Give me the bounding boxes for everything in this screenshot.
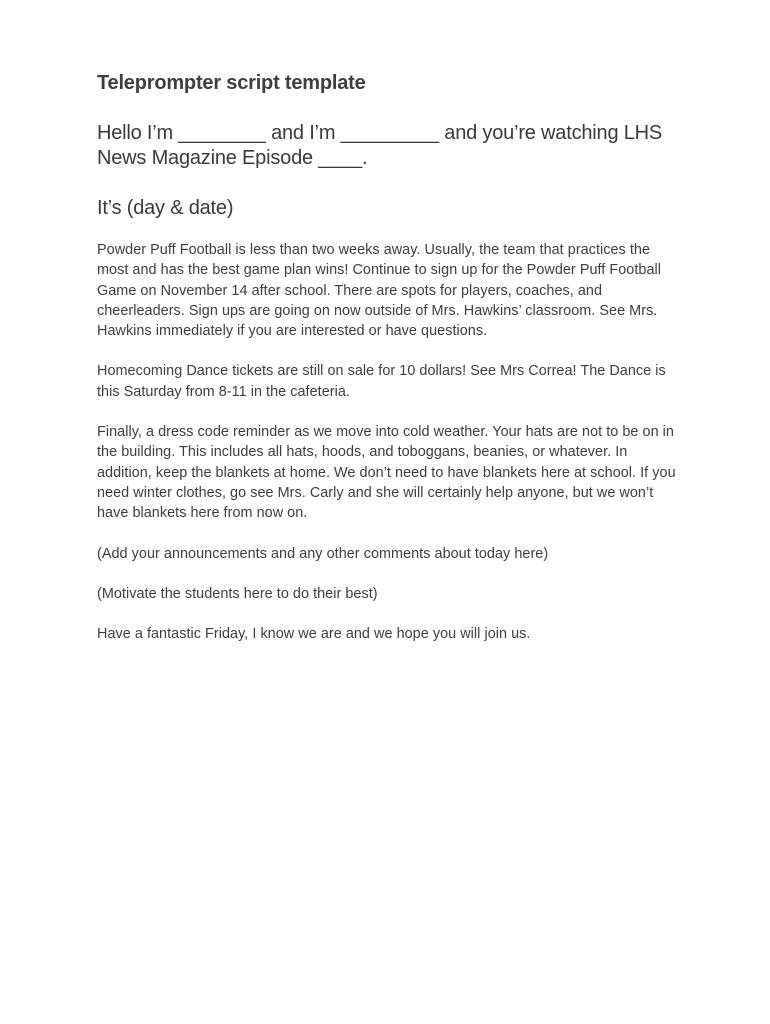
paragraph-powder-puff: Powder Puff Football is less than two weeks away. Usually, the team that practices the most and has the best game plan wins! Continue to sign up for the Powder Puff Football Game on November 14 after school. There are spots for players, coaches, and cheerleaders. Sign ups are going on now outside of Mrs. Hawkins’ classroom. See Mrs. Hawkins immediately if you are interested or have questions.	[97, 242, 662, 340]
paragraph-homecoming: Homecoming Dance tickets are still on sale for 10 dollars! See Mrs Correa! The Dance is this Saturday from 8-11 in the cafeteria.	[97, 363, 666, 400]
paragraph-dress-code: Finally, a dress code reminder as we move into cold weather. Your hats are not to be on in the building. This includes all hats, hoods, and toboggans, beanies, or whatever. In addition, keep the blankets at home. We don’t need to have blankets here at school. If you need winter clothes, go see Mrs. Carly and she will certainly help anyone, but we won’t have blankets here from now on.	[97, 424, 676, 522]
paragraph-closing: Have a fantastic Friday, I know we are and we hope you will join us.	[97, 626, 531, 643]
intro-line: Hello I’m ________ and I’m _________ and you’re watching LHS News Magazine Episode ____.	[97, 122, 663, 169]
document-title: Teleprompter script template	[97, 72, 366, 94]
date-line: It’s (day & date)	[97, 197, 234, 219]
document-page	[97, 70, 682, 644]
paragraph-motivate: (Motivate the students here to do their best)	[97, 585, 378, 602]
paragraph-announcements: (Add your announcements and any other comments about today here)	[97, 545, 549, 562]
